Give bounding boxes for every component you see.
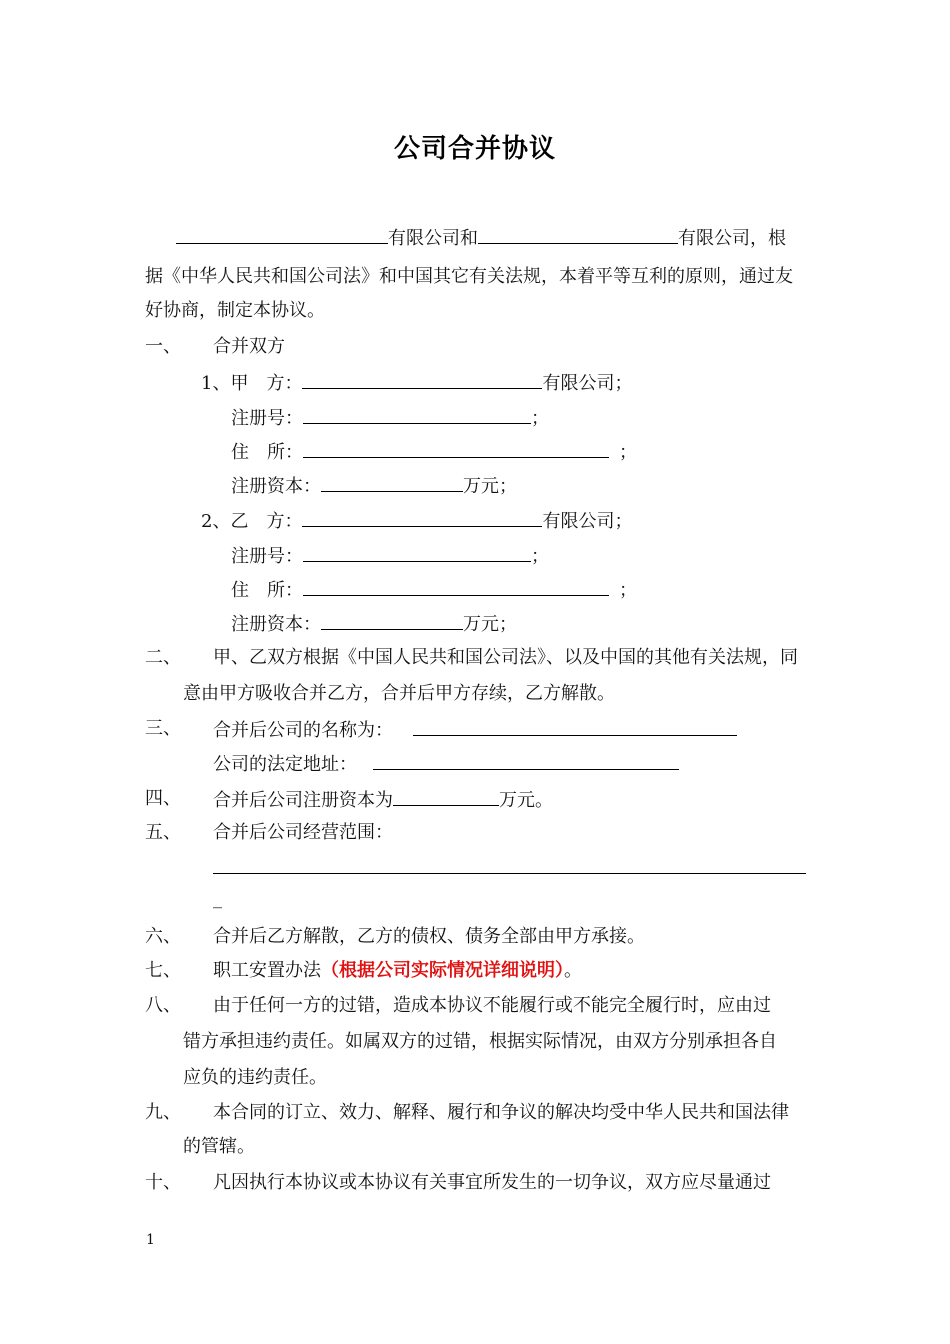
intro-line-2: 据《中华人民共和国公司法》和中国其它有关法规，本着平等互利的原则，通过友 — [145, 266, 793, 287]
section-3-number: 三、 — [145, 718, 181, 739]
party-a-company-blank[interactable] — [302, 369, 542, 389]
party-a-label: 1、甲 方： — [201, 373, 303, 394]
party-a-capital-label: 注册资本： — [231, 476, 321, 497]
party-a-capital-blank[interactable] — [321, 472, 463, 492]
party-a-capital-line — [231, 472, 517, 500]
section-1-number: 一、 — [145, 336, 181, 357]
section-2-number: 二、 — [145, 647, 181, 668]
section-8-number: 八、 — [145, 995, 181, 1016]
punctuation: ； — [531, 546, 549, 567]
business-scope-blank[interactable] — [213, 873, 806, 874]
party-a-line — [201, 369, 632, 397]
section-7-number: 七、 — [145, 960, 181, 981]
legal-address-line — [213, 750, 679, 778]
party-a-name-blank[interactable] — [176, 224, 388, 244]
page-title: 公司合并协议 — [393, 134, 556, 164]
legal-address-blank[interactable] — [373, 750, 679, 770]
intro-line-1 — [176, 224, 786, 252]
party-b-company-blank[interactable] — [302, 507, 542, 527]
party-b-suffix: 有限公司； — [542, 511, 633, 532]
party-b-reg-line — [231, 542, 549, 570]
party-a-addr-line — [231, 438, 637, 466]
registered-capital-label: 合并后公司注册资本为 — [213, 790, 393, 811]
capital-unit: 万元； — [463, 614, 517, 635]
section-9-number: 九、 — [145, 1102, 181, 1123]
merged-name-line — [213, 716, 737, 744]
business-scope-tail: _ — [213, 888, 222, 909]
section-5-number: 五、 — [145, 822, 181, 843]
punctuation: ； — [531, 408, 549, 429]
section-1-heading: 合并双方 — [213, 336, 285, 357]
registered-capital-blank[interactable] — [393, 786, 499, 806]
section-2-line-1: 甲、乙双方根据《中国人民共和国公司法》、以及中国的其他有关法规，同 — [213, 647, 798, 668]
punctuation: 。 — [564, 960, 582, 981]
party-b-capital-label: 注册资本： — [231, 614, 321, 635]
section-8-line-3: 应负的违约责任。 — [183, 1067, 327, 1088]
section-6-text: 合并后乙方解散，乙方的债权、债务全部由甲方承接。 — [213, 926, 645, 947]
party-a-suffix: 有限公司； — [542, 373, 633, 394]
party-a-addr-label: 住 所： — [231, 442, 303, 463]
party-b-label: 2、乙 方： — [201, 511, 303, 532]
party-b-name-blank[interactable] — [478, 224, 678, 244]
intro-text-1: 有限公司和 — [388, 228, 478, 249]
page-number: 1 — [146, 1232, 155, 1248]
party-a-reg-label: 注册号： — [231, 408, 303, 429]
party-a-reg-blank[interactable] — [303, 404, 531, 424]
section-10-line-1: 凡因执行本协议或本协议有关事宜所发生的一切争议，双方应尽量通过 — [213, 1172, 771, 1193]
section-6-number: 六、 — [145, 926, 181, 947]
section-7-text: 职工安置办法 — [213, 960, 321, 981]
party-b-addr-blank[interactable] — [303, 576, 609, 596]
merged-name-blank[interactable] — [413, 716, 737, 736]
intro-text-2: 有限公司，根 — [678, 228, 786, 249]
party-b-reg-label: 注册号： — [231, 546, 303, 567]
party-b-addr-line — [231, 576, 637, 604]
legal-address-label: 公司的法定地址： — [213, 754, 357, 775]
party-b-line — [201, 507, 632, 535]
party-b-reg-blank[interactable] — [303, 542, 531, 562]
party-b-capital-blank[interactable] — [321, 610, 463, 630]
capital-unit: 万元； — [463, 476, 517, 497]
intro-line-3: 好协商，制定本协议。 — [145, 300, 325, 321]
section-8-line-1: 由于任何一方的过错，造成本协议不能履行或不能完全履行时，应由过 — [213, 995, 771, 1016]
punctuation: ； — [619, 580, 637, 601]
party-a-addr-blank[interactable] — [303, 438, 609, 458]
section-9-line-1: 本合同的订立、效力、解释、履行和争议的解决均受中华人民共和国法律 — [213, 1102, 789, 1123]
party-a-reg-line — [231, 404, 549, 432]
section-7-note: （根据公司实际情况详细说明） — [321, 960, 564, 981]
punctuation: ； — [619, 442, 637, 463]
section-4-number: 四、 — [145, 788, 181, 809]
section-10-number: 十、 — [145, 1172, 181, 1193]
section-2-line-2: 意由甲方吸收合并乙方，合并后甲方存续，乙方解散。 — [183, 683, 615, 704]
party-b-addr-label: 住 所： — [231, 580, 303, 601]
section-8-line-2: 错方承担违约责任。如属双方的过错，根据实际情况，由双方分别承担各自 — [183, 1031, 777, 1052]
section-7-line — [213, 958, 582, 984]
section-9-line-2: 的管辖。 — [183, 1136, 255, 1157]
capital-unit: 万元。 — [499, 790, 553, 811]
registered-capital-line — [213, 786, 553, 814]
business-scope-label: 合并后公司经营范围： — [213, 822, 393, 843]
merged-name-label: 合并后公司的名称为： — [213, 720, 393, 741]
party-b-capital-line — [231, 610, 517, 638]
